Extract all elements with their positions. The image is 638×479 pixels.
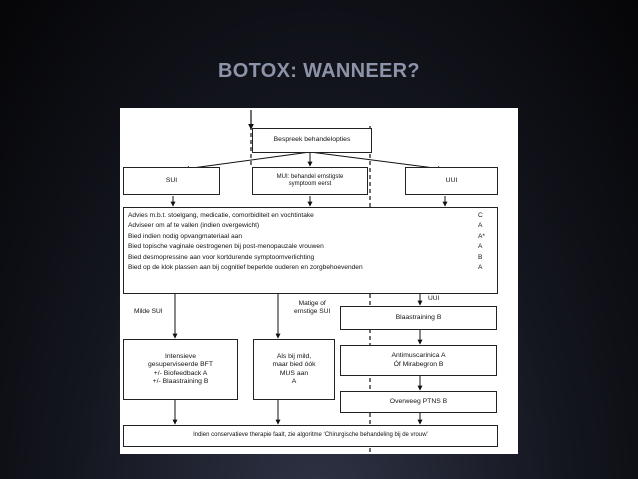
mui-line-1: MUI: behandel ernstigste — [276, 173, 344, 180]
advies-row: Adviseer om af te vallen (indien overgewicht) A — [128, 221, 492, 231]
ptns-box: Overweeg PTNS B — [340, 391, 497, 413]
uui-path-label: UUI — [428, 295, 440, 302]
intensieve-bft-box: Intensieve gesuperviseerde BFT +/- Biofeedback A +/- Blaastraining B — [123, 339, 238, 400]
flowchart — [120, 108, 518, 454]
advies-row: Bied op de klok plassen aan bij cognitief beperkte ouderen en zorgbehoevenden A — [128, 263, 492, 273]
matige-sui-label: Matige of ernstige SUI — [294, 300, 331, 315]
advies-row: Bied topische vaginale oestrogenen bij post-menopauzale vrouwen A — [128, 242, 492, 252]
uui-box: UUI — [405, 167, 498, 195]
advies-row: Bied indien nodig opvangmateriaal aan A* — [128, 232, 492, 242]
advies-row: Bied desmopressine aan voor kortdurende symptoomverlichting B — [128, 253, 492, 263]
blaastraining-box: Blaastraining B — [340, 306, 497, 330]
bespreek-behandelopties-box: Bespreek behandelopties — [252, 128, 372, 153]
sui-box: SUI — [123, 167, 220, 195]
grade-label: A — [478, 222, 483, 230]
conservatieve-therapie-box: Indien conservatieve therapie faalt, zie algoritme ‘Chirurgische behandeling bij de vrouw’ — [123, 425, 498, 447]
slide-title: BOTOX: WANNEER? — [218, 60, 420, 82]
grade-label: A — [478, 243, 483, 251]
als-bij-mild-box: Als bij mild, maar bied óók MUS aan A — [253, 339, 335, 400]
advies-box — [123, 207, 498, 294]
advies-row: Advies m.b.t. stoelgang, medicatie, comorbiditeit en vochtintake C — [128, 211, 492, 221]
grade-label: C — [478, 212, 483, 219]
mui-box — [252, 167, 368, 195]
grade-label: A* — [478, 232, 485, 240]
milde-sui-label: Milde SUI — [134, 308, 163, 315]
grade-label: B — [478, 253, 483, 261]
antimuscarinica-box: Antimuscarinica A Óf Mirabegron B — [340, 345, 497, 376]
mui-line-2: symptoom eerst — [288, 181, 332, 187]
grade-label: A — [478, 264, 483, 272]
